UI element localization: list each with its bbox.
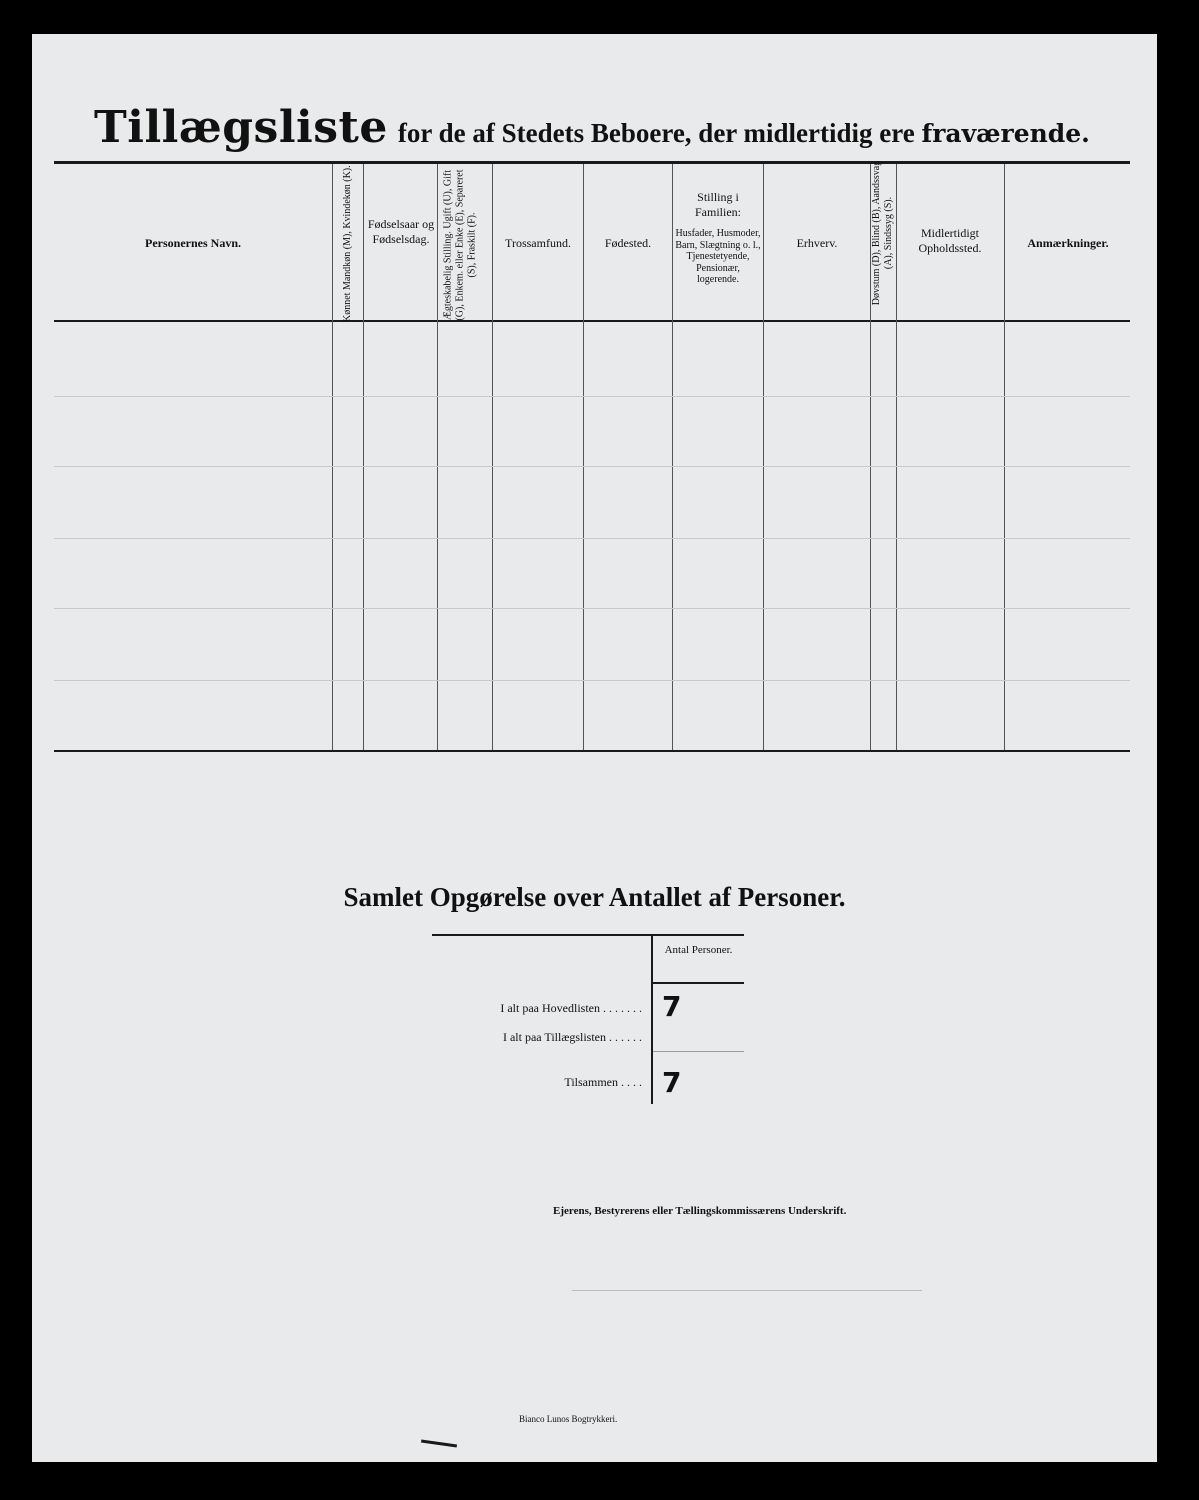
col-header-marital: Ægteskabelig Stilling. Ugift (U), Gift (G), Enkem. eller Enke (E), Separeret (S), Fraskilt (F). [442, 169, 478, 321]
census-form-page [32, 34, 1157, 1462]
summary-top-border [432, 934, 744, 936]
summary-label-total: Tilsammen . . . . [564, 1075, 642, 1089]
col-header-occupation: Erhverv. [796, 236, 838, 250]
col-header-birthplace: Fødested. [604, 236, 652, 250]
col-header-birth: Fødselsaar og Fødselsdag. [367, 217, 435, 246]
table-header-border [54, 320, 1130, 322]
table-row [54, 396, 1130, 397]
summary-col-header: Antal Personer. [664, 944, 733, 956]
summary-divider [651, 936, 653, 1104]
summary-value-total: 7 [662, 1066, 682, 1099]
col-header-faith: Trossamfund. [505, 236, 571, 250]
table-row [54, 466, 1130, 467]
col-header-disability: Døvstum (D), Blind (B), Aandssvag (A), Sindssyg (S). [871, 160, 894, 306]
pen-mark [421, 1440, 457, 1448]
table-row [54, 538, 1130, 539]
summary-label-main: I alt paa Hovedlisten . . . . . . . [500, 1001, 642, 1015]
summary-value-main: 7 [662, 990, 682, 1023]
summary-label-supplement: I alt paa Tillægslisten . . . . . . [502, 1030, 642, 1044]
form-title-end: fraværende. [921, 119, 1090, 148]
form-title [94, 102, 1090, 153]
col-header-sex: Kønnet Mandkøn (M), Kvindekøn (K). [342, 165, 353, 322]
table-top-border [54, 161, 1130, 164]
signature-label: Ejerens, Bestyrerens eller Tællingskommissærens Underskrift. [553, 1205, 847, 1217]
signature-line [572, 1290, 922, 1291]
table-bottom-border [54, 750, 1130, 752]
form-title-rest: for de af Stedets Beboere, der midlertidig ere [397, 118, 915, 148]
table-row [54, 680, 1130, 681]
col-header-remarks: Anmærkninger. [1027, 236, 1109, 250]
col-header-name: Personernes Navn. [145, 236, 241, 250]
summary-header-border [653, 982, 744, 984]
summary-title: Samlet Opgørelse over Antallet af Personer. [343, 882, 846, 912]
form-title-main: Tillægsliste [94, 102, 388, 153]
col-header-family: Stilling i Familien: [695, 190, 741, 219]
printer-credit: Bianco Lunos Bogtrykkeri. [519, 1414, 618, 1424]
col-header-family-sub: Husfader, Husmoder, Barn, Slægtning o. l., Tjenestetyende, Pensionær, logerende. [675, 228, 761, 285]
col-header-residence: Midlertidigt Opholdssted. [918, 226, 982, 255]
table-row [54, 608, 1130, 609]
